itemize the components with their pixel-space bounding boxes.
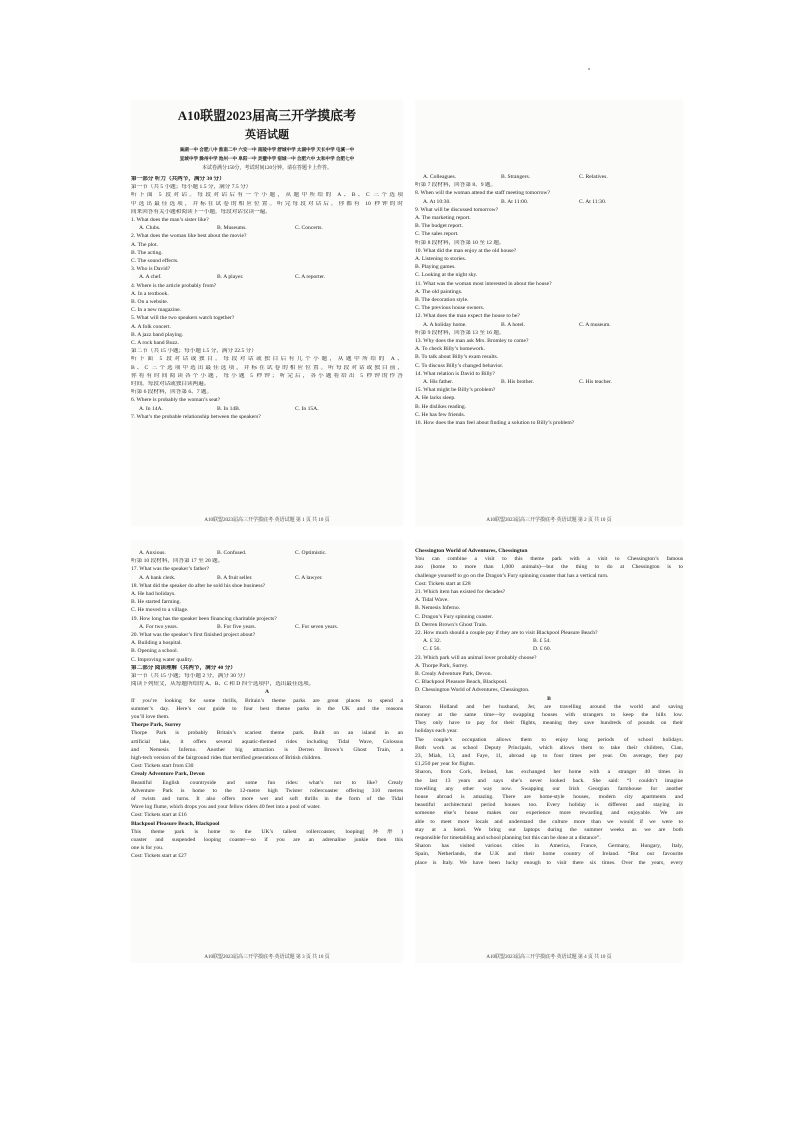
text-line: B. Opening a school. [131,648,179,655]
text-line: money at the same time—by swapping houses with strangers to keep the bills low. [415,712,683,718]
schools-line-2: 宣城中学 滁州中学 池州一中 阜阳一中 灵璧中学 宿城一中 合肥六中 太和中学 合肥七中 [179,156,355,161]
text-line: This theme park is home to the UK’s tallest rollercoaster, looping(环形) [131,828,403,835]
text-line: holidays each year. [415,728,458,735]
text-line: C. He has few friends. [415,411,466,418]
text-line: Thorpe Park is probably Britain’s scariest theme park. Built on an island in an [131,730,403,737]
answer-option: A. Anxious. [139,550,166,556]
text-line: D. Derren Brown’s Ghost Train. [415,621,488,628]
text-line: 第一节（共 5 小题；每小题 1.5 分，满分 7.5 分） [131,184,252,191]
text-line: Cost: Tickets start at £27 [131,853,187,860]
text-line: 听第 8 段材料，回答第 10 至 12 题。 [415,239,505,246]
text-line: 时间。每段对话或独白读两遍。 [131,381,210,387]
text-line: 17. What was the speaker’s father? [131,566,210,573]
text-line: B. Nemesis Inferno. [415,605,461,612]
text-line: C. To discuss Billy’s changed behavior. [415,362,504,369]
text-line [415,174,683,182]
scan-speck [588,68,590,70]
text-line: A. Building a hospital. [131,640,182,647]
text-line [131,225,403,233]
text-line: A. Thorpe Park, Surrey. [415,662,469,669]
text-line [131,624,403,632]
answer-option: B. For five years. [217,623,256,630]
text-line: 13. Why does the man ask Mrs. Bromley to come? [415,338,529,344]
text-line: 间来回答有关小题和阅读下一小题。每段对话仅读一遍。 [131,208,271,215]
text-line: of twists and turns. It also offers more wet and soft thrills in the form of the Tidal [131,796,403,802]
text-line: B. On a website. [131,299,169,305]
text-line: 中选出最佳选项，并标在试卷的相应位置。听完每段对话后，你都有 10 秒钟的时 [131,200,403,207]
text-line: C. The sound effects. [131,258,179,264]
answer-option: C. Optimistic. [295,550,327,556]
text-line: 听第 10 段材料，回答第 17 至 20 题。 [131,558,224,565]
text-line [131,406,403,414]
text-line [415,199,683,207]
text-line: one is for you. [131,845,164,852]
text-line: Chessington World of Adventures, Chessington [415,548,528,554]
answer-option: A. A chef. [139,274,162,281]
text-line: 7. What’s the probable relationship between the speakers? [131,413,261,420]
text-line: A. The marketing report. [415,215,471,221]
answer-option: A. In 14A. [139,405,163,412]
text-line: house abroad is amazing. There are home-style houses, modern city apartments and [415,794,683,800]
text-line: 第二部分 阅读理解（共两节，满分 40 分） [131,664,236,671]
schools-line-1: 巢湖一中 合肥八中 淮南二中 六安一中 南陵中学 舒城中学 太湖中学 天长中学 屯溪一中 [179,147,355,152]
text-line: high-tech version of the fairground rides that terrified generations of British children. [131,755,322,761]
text-line: Spain, Netherlands, the U.K and their home country of Ireland. “But our favourite [415,851,683,858]
text-line: travelling any other way now. Swapping our Irish Georgian farmhouse for another [415,785,683,792]
answer-option: A. A holiday home. [423,321,467,328]
text-line: able to meet more locals and understand the culture more than we would if we were to [415,818,683,825]
text-line: 16. How does the man feel about finding a solution to Billy’s problem? [415,420,575,426]
exam-page-1 [131,100,403,526]
answer-option: B. Museums. [217,225,247,232]
text-line: beautiful architectural period houses too. Every holiday is different and staying in [415,802,683,809]
text-line: 14. What relation is David to Billy? [415,370,495,377]
text-line: 3. Who is David? [131,266,171,273]
answer-option: C. £ 56. [423,646,441,653]
text-line: 4. Where is the article probably from? [131,282,217,289]
text-line: A. He lacks sleep. [415,395,456,402]
answer-option: B. £ 54. [533,638,551,645]
text-line: 21. Which item has existed for decades? [415,589,506,595]
answer-option: C. At 11:30. [579,198,607,205]
text-line: someone else’s house makes our experience more rewarding and enjoyable. We are [415,810,683,817]
text-line: 第二节（共 15 小题；每小题 1.5 分，满分 22.5 分） [131,348,257,355]
exam-title: A10联盟2023届高三开学摸底考 [177,108,357,123]
text-line: place is Italy. We have been lucky enough to visit there six times. Over the years, every [415,859,683,866]
text-line: 18. What did the speaker do after he sold his shoe business? [131,582,266,589]
text-line: B. To talk about Billy’s exam results. [415,354,499,361]
text-line [415,379,683,387]
text-line: responsible for timetabling and school planning but this can be done at a distance”. [415,835,601,841]
answer-option: A. At 10:30. [423,198,451,205]
text-line [131,550,403,558]
text-line [131,575,403,583]
text-line: A. Listening to stories. [415,256,467,262]
text-line: A. A folk concert. [131,323,171,330]
answer-option: B. A fruit seller. [217,574,253,581]
answer-option: B. Confused. [217,550,247,556]
text-line: 12. What does the man expect the house to be? [415,313,520,320]
text-line: 8. When will the woman attend the staff meeting tomorrow? [415,190,550,197]
exam-page-2 [415,100,683,526]
text-line: Crealy Adventure Park, Devon [131,771,205,778]
page-footer-2: A10联盟2023届高三开学摸底考·英语试题 第 2 页 共 10 页 [486,518,612,523]
text-line: 9. What will be discussed tomorrow? [415,206,499,213]
text-line: A. He had holidays. [131,591,176,597]
text-line: Sharon Holland and her husband, Jer, are travelling around the world and saving [415,703,683,710]
text-line: B. The acting. [131,249,163,256]
answer-option: C. A museum. [579,321,611,328]
answer-option: C. A reporter. [295,274,326,281]
text-line: C. In a new magazine. [131,307,182,314]
text-line: Blackpool Pleasure Beach, Blackpool [131,820,220,827]
text-line: challenge yourself to go on the Dragon’s Fury spinning coaster that has a vertical turn. [415,572,609,579]
text-line: 20. What was the speaker’s first finished project about? [131,632,256,638]
text-line: If you’re looking for some thrills, Britain’s theme parks are great places to spend a [131,697,403,704]
text-line: 15. What might be Billy’s problem? [415,387,496,394]
text-line: 19. How long has the speaker been financing charitable projects? [131,615,277,622]
text-line: 2. What does the woman like best about the movie? [131,233,247,240]
text-line: C. The sales report. [415,231,459,238]
text-line: B、C 三个选项中选出最佳选项，并标在试卷的相应位置。听每段对话或独白前， [131,364,403,371]
answer-option: B. A hotel. [501,321,525,328]
text-line: B. A jazz band playing. [131,331,184,338]
text-line: artificial lake, it offers several aquatic-themed rides including Tidal Wave, Colossus [131,738,403,745]
text-line: 23, Miah, 13, and Faye, 11, abroad up to four times per year. On average, they pay [415,753,683,759]
answer-option: C. For seven years. [295,623,339,630]
text-line: you’ll love them. [131,714,170,720]
text-line: £1,250 per year for flights. [415,761,475,768]
answer-option: C. In 15A. [295,405,319,412]
text-line: 5. What will the two speakers watch together? [131,315,235,322]
page-footer-1: A10联盟2023届高三开学摸底考·英语试题 第 1 页 共 10 页 [204,518,330,523]
text-line: 23. Which park will an animal lover probably choose? [415,654,537,661]
text-line: B. The decoration style. [415,297,469,303]
text-line: B. The budget report. [415,223,463,230]
text-line: 听第 6 段材料，回答第 6、7 题。 [131,389,213,396]
text-line: Sharon has visited various cities in America, France, Germany, Hungary, Italy, [415,843,683,850]
text-line: Cost: Tickets start at £28 [415,580,471,587]
text-line: C. Improving water quality. [131,656,193,663]
text-line: A [264,689,270,696]
text-line: coaster and suspended looping coaster—so if you are an adrenaline junkie then this [131,837,403,843]
text-line: the last 13 years and says she’s never looked back. She said: “I couldn’t imagine [415,777,683,784]
answer-option: A. His father. [423,379,454,385]
text-line: You can combine a visit to this theme park with a visit to Chessington’s famous [415,556,683,563]
text-line: Cost: Tickets start at £16 [131,812,187,819]
answer-option: B. In 14B. [217,405,241,412]
text-line: They only have to pay for their flights, meaning they save hundreds of pounds on their [415,720,683,727]
text-line: 听下面 5 段对话。每段对话后有一个小题，从题中所给的 A、B、C 三个选项 [131,192,403,199]
answer-option: B. Strangers. [501,174,531,180]
answer-option: C. His teacher. [579,379,612,385]
page-footer-3: A10联盟2023届高三开学摸底考·英语试题 第 3 页 共 10 页 [204,955,330,960]
text-line: 6. Where is probably the woman’s seat? [131,397,221,404]
text-line: 听下面 5 段对话或独白。每段对话或独白后有几个小题，从题中所给的 A、 [131,356,403,363]
text-line: B. He dislikes reading. [415,403,467,410]
text-line: 第一部分 听力（共两节，满分 30 分） [131,176,225,182]
text-line: A. The plot. [131,241,158,248]
text-line: summer’s day. Here’s our guide to four best theme parks in the UK and the reasons [131,705,403,712]
text-line: Both work as school Deputy Principals, which allows them to take their children, Cian, [415,744,683,751]
text-line: The couple’s occupation allows them to enjoy long periods of school holidays. [415,736,683,743]
text-line: A. Tidal Wave. [415,597,449,604]
text-line: 10. What did the man enjoy at the old house? [415,247,517,254]
text-line [415,322,683,330]
text-line: 22. How much should a couple pay if they are to visit Blackpool Pleasure Beach? [415,630,598,636]
answer-option: A. Colleagues. [423,174,457,180]
exam-page-4 [415,540,683,963]
text-line: 你将有时间阅读各个小题，每小题 5 秒钟；听完后，各小题将给出 5 秒钟的作答 [131,372,403,379]
exam-subtitle: 英语试题 [245,129,289,141]
text-line: C. Looking at the night sky. [415,272,478,279]
text-line: B. Playing games. [415,264,456,271]
text-line: C. A rock band Buzz. [131,340,179,346]
text-line: zoo (home to more than 1,000 animals)—but the thing to do at Chessington is to [415,564,683,571]
text-line: C. The previous house owners. [415,305,485,312]
text-line: Cost: Tickets start from £30 [131,763,194,770]
text-line: stay at a hotel. We bring our laptops during the summer weeks as we are both [415,826,683,833]
text-line: 阅读下列短文，从每题所给的 A、B、C 和 D 四个选项中，选出最佳选项。 [131,681,315,688]
text-line: A. To check Billy’s homework. [415,346,486,353]
text-line: B. Crealy Adventure Park, Devon. [415,671,492,677]
text-line: A. The old paintings. [415,288,463,295]
text-line: D. Chessington World of Adventures, Chessington. [415,687,530,694]
answer-option: B. A player. [217,274,244,281]
text-line: 1. What does the man’s sister like? [131,217,209,223]
answer-option: D. £ 60. [533,646,552,653]
answer-option: C. Concerts. [295,225,323,232]
answer-option: B. At 11:00. [501,198,529,205]
exam-page-3 [131,540,403,963]
answer-option: B. His brother. [501,379,534,385]
exam-note: 本试卷满分150分，考试时间120分钟。请在答题卡上作答。 [201,166,332,171]
text-line: B [547,695,551,702]
text-line: Beautiful English countryside and some fun rides: what’s not to like? Crealy [131,779,403,786]
answer-option: C. Relatives. [579,174,608,180]
page-footer-4: A10联盟2023届高三开学摸底考·英语试题 第 4 页 共 10 页 [486,955,612,960]
text-line: C. He moved to a village. [131,607,189,614]
text-line: Wave log flume, which drops you and your fellow riders 40 feet into a pool of water. [131,804,321,811]
text-line: B. He started farming. [131,599,181,606]
text-line: Thorpe Park, Surrey [131,722,182,729]
text-line [415,638,683,646]
answer-option: C. A lawyer. [295,574,323,581]
text-line: Adventure Park is home to the 12-metre high Twister rollercoaster offering 310 metres [131,787,403,794]
text-line: 11. What was the woman most interested in about the house? [415,280,552,287]
answer-option: A. Clubs. [139,225,161,232]
text-line: 听第 9 段材料，回答第 13 至 16 题。 [415,329,505,336]
text-line: A. In a textbook. [131,290,169,297]
text-line: and Nemesis Inferno. Another big attraction is Derren Brown’s Ghost Train, a [131,746,403,753]
answer-option: A. £ 32. [423,638,442,645]
answer-option: A. For two years. [139,623,178,630]
text-line: 听第 7 段材料，回答第 8、9 题。 [415,182,497,189]
text-line [131,274,403,282]
text-line: 第一节（共 15 小题；每小题 2 分，满分 30 分） [131,673,249,679]
text-line: C. Dragon’s Fury spinning coaster. [415,613,493,620]
answer-option: A. A bank clerk. [139,574,176,581]
text-line [415,646,683,654]
text-line: C. Blackpool Pleasure Beach, Blackpool. [415,679,508,686]
text-line: Sharon, from Cork, Ireland, has exchanged her home with a stranger 40 times in [415,769,683,776]
